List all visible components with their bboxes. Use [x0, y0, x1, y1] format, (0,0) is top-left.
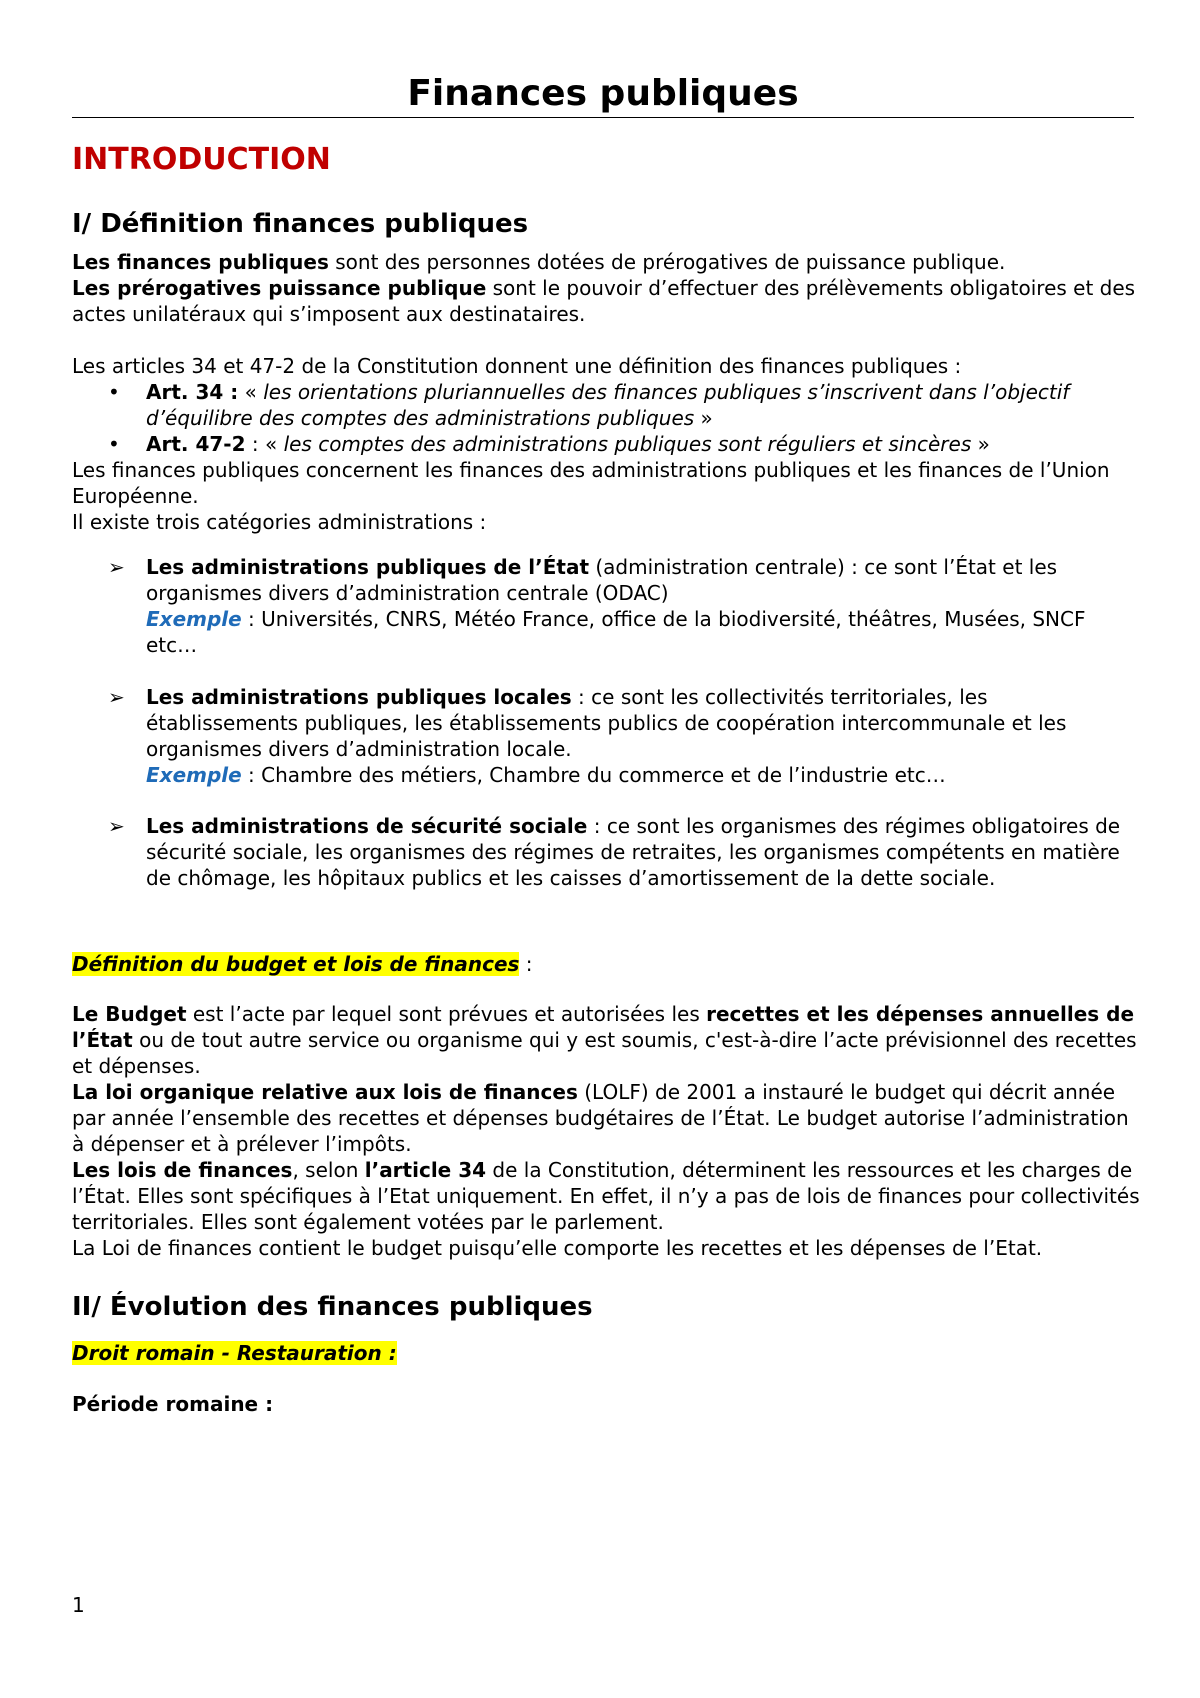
highlighted-subheading: Définition du budget et lois de finances: [72, 952, 520, 976]
paragraph-loi-de-finances-budget: La Loi de finances contient le budget puisqu’elle comporte les recettes et les dépenses de l’Etat.: [72, 1236, 1043, 1260]
category-etat: [72, 554, 1142, 658]
list-item-etat: ➢ Les administrations publiques de l’État (administration centrale) : ce sont l’État et les organismes divers d’administration centrale (ODAC) Exemple : Universités, CNRS, Météo France, office de la biodiversité, théâtres, Musées, SNCF etc…: [108, 555, 1086, 657]
budget-paragraphs: [72, 1001, 1142, 1261]
section-2-subheading: [72, 1340, 1142, 1366]
category-locales: [72, 684, 1142, 788]
example-label: Exemple: [146, 763, 242, 787]
section-1-body: [72, 249, 1142, 457]
section-1-categories: [72, 457, 1142, 535]
paragraph-articles: Les articles 34 et 47-2 de la Constitution donnent une définition des finances publiques :: [72, 354, 962, 378]
list-item-art-47-2: • Art. 47-2 : « les comptes des administrations publiques sont réguliers et sincères »: [108, 432, 990, 456]
period-heading: Période romaine :: [72, 1392, 274, 1416]
paragraph-concernent: Les finances publiques concernent les finances des administrations publiques et les finances de l’Union Européenne.: [72, 458, 1110, 508]
arrow-bullet-icon: ➢: [108, 685, 125, 709]
section-1-heading: I/ Définition finances publiques: [72, 209, 529, 239]
paragraph-trois-categories: Il existe trois catégories administrations :: [72, 510, 487, 534]
example-label: Exemple: [146, 607, 242, 631]
paragraph-lolf: La loi organique relative aux lois de finances (LOLF) de 2001 a instauré le budget qui décrit année par année l’ensemble des recettes et dépenses budgétaires de l’État. Le budget autorise l’administration à dépenser et à prélever l’impôts.: [72, 1080, 1129, 1156]
paragraph-budget: Le Budget est l’acte par lequel sont prévues et autorisées les recettes et les dépenses annuelles de l’État ou de tout autre service ou organisme qui y est soumis, c'est-à-dire l’acte prévisionnel des recettes et dépenses.: [72, 1002, 1137, 1078]
highlighted-subheading: Droit romain - Restauration :: [72, 1341, 397, 1365]
list-item-securite-sociale: ➢ Les administrations de sécurité sociale : ce sont les organismes des régimes obligatoires de sécurité sociale, les organismes des régimes de retraites, les organismes compétents en matière de chômage, les hôpitaux publics et les caisses d’amortissement de la dette sociale.: [108, 814, 1121, 890]
bullet-icon: •: [108, 380, 120, 404]
articles-list: [72, 379, 1142, 457]
definition-budget-heading: Définition du budget et lois de finances :: [72, 952, 533, 976]
paragraph-prerogatives: Les prérogatives puissance publique sont le pouvoir d’effectuer des prélèvements obligatoires et des actes unilatéraux qui s’imposent aux destinataires.: [72, 276, 1136, 326]
page-number: 1: [72, 1593, 85, 1617]
document-title: Finances publiques: [407, 73, 799, 114]
list-item-art-34: • Art. 34 : « les orientations pluriannuelles des finances publiques s’inscrivent dans l’objectif d’équilibre des comptes des administrations publiques »: [108, 380, 1070, 430]
arrow-bullet-icon: ➢: [108, 814, 125, 838]
list-item-locales: ➢ Les administrations publiques locales : ce sont les collectivités territoriales, les établissements publiques, les établissements publics de coopération intercommunale et les organismes divers d’administration locale. Exemple : Chambre des métiers, Chambre du commerce et de l’industrie etc…: [108, 685, 1067, 787]
arrow-bullet-icon: ➢: [108, 555, 125, 579]
category-securite-sociale: [72, 813, 1142, 891]
bullet-icon: •: [108, 432, 120, 456]
paragraph-finances-publiques: Les finances publiques sont des personnes dotées de prérogatives de puissance publique.: [72, 250, 1006, 274]
introduction-heading: INTRODUCTION: [72, 142, 331, 177]
title-underline: [72, 117, 1134, 118]
paragraph-lois-de-finances: Les lois de finances, selon l’article 34 de la Constitution, déterminent les ressources et les charges de l’État. Elles sont spécifiques à l’Etat uniquement. En effet, il n’y a pas de lois de finances pour collectivités territoriales. Elles sont également votées par le parlement.: [72, 1158, 1140, 1234]
section-2-heading: II/ Évolution des finances publiques: [72, 1292, 593, 1322]
